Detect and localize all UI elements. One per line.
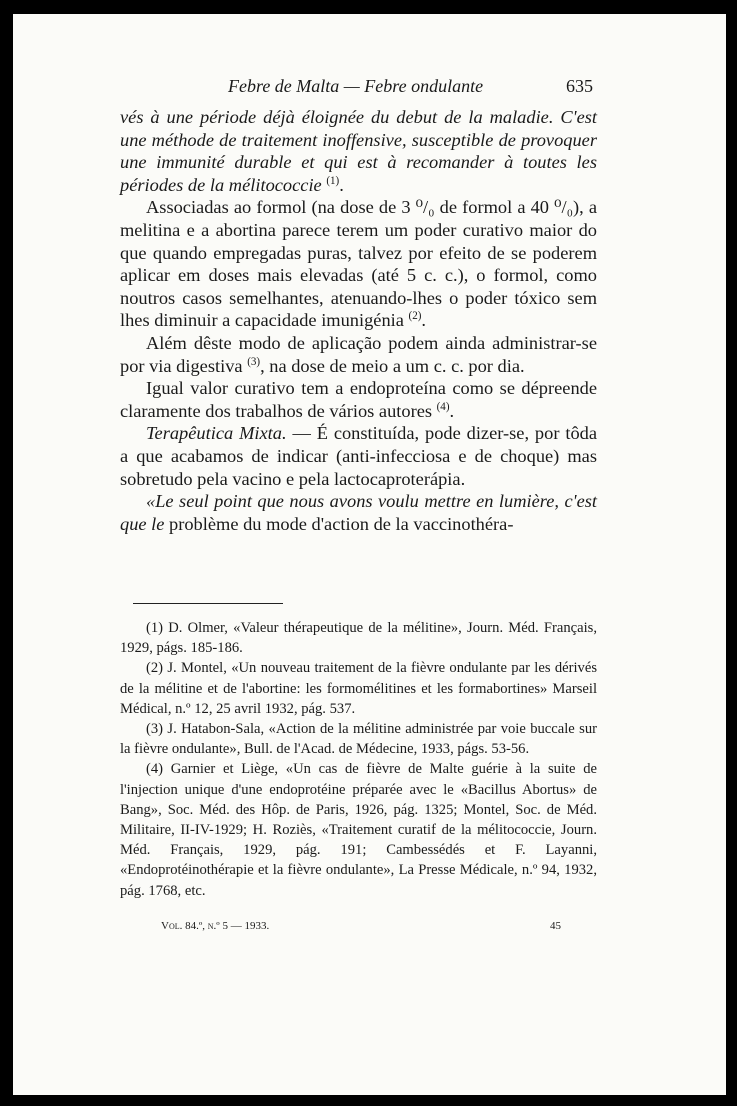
running-title: Febre de Malta — Febre ondulante <box>228 76 484 96</box>
footnote-1: (1) D. Olmer, «Valeur thérapeutique de la mélitine», Journ. Méd. Français, 1929, págs. 185-186. <box>120 620 597 657</box>
footnotes <box>120 618 597 901</box>
running-header <box>13 76 726 100</box>
paragraph-1: vés à une période déjà éloignée du debut de la maladie. C'est une méthode de traitement inoffensive, susceptible de provoquer une immunité durable et qui est à recomander à toutes les périodes de la mélitococcie $^{(1)}$. <box>120 107 597 195</box>
paragraph-6 <box>120 490 597 535</box>
volume-line: Vol. 84.º, n.º 5 — 1933. <box>161 920 270 932</box>
page <box>13 14 726 1095</box>
paragraph-4-text: Igual valor curativo tem a endoproteína como se dépreende claramente dos trabalhos de vários autores <box>120 378 597 421</box>
paragraph-2: Associadas ao formol (na dose de 3 ⁰/₀ de formol a 40 ⁰/₀), a melitina e a abortina parece terem um poder curativo maior do que quando empregadas puras, talvez por efeito de se poderem aplicar em doses mais elevadas (até 5 c. c.), o formol, como noutros casos semelhantes, atenuando-lhes o poder tóxico sem lhes diminuir a capacidade imunigénia $^{(2)}$. <box>120 197 597 331</box>
footnote-2: (2) J. Montel, «Un nouveau traitement de la fièvre ondulante par les dérivés de la mélitine et de l'abortine: les formomélitines et les formabortines» Marseil Médical, n.º 12, 25 avril 1932, pág. 537. <box>120 660 597 717</box>
footnote-ref-3: (3) <box>247 355 261 368</box>
paragraph-3-text-a: Além dêste modo de aplicação podem ainda administrar-se por via digestiva <box>120 332 597 376</box>
footnote-4: (4) Garnier et Liège, «Un cas de fièvre de Malte guérie à la suite de l'injection unique d'une endoprotéine préparée avec le «Bacillus Abortus» de Bang», Soc. Méd. des Hôp. de Paris, 1926, pág. 1325; Montel, Soc. de Méd. Militaire, II-IV-1929; H. Roziès, «Traitement curatif de la mélitococcie, Journ. Méd. Français, 1929, pág. 191; Cambessédés et F. Layanni, «Endoprotéinothérapie et la fièvre ondulante», La Presse Médicale, n.º 94, 1932, pág. 1768, etc. <box>120 761 597 899</box>
footnote-3: (3) J. Hatabon-Sala, «Action de la mélitine administrée par voie buccale sur la fièvre ondulante», Bull. de l'Acad. de Médecine, 1933, págs. 53-56. <box>120 721 597 758</box>
section-title-terapeutica-mixta: Terapêutica Mixta. <box>146 423 287 444</box>
paragraph-6-roman: problème du mode d'action de la vaccinothéra- <box>164 513 514 534</box>
paragraph-3 <box>120 332 597 377</box>
paragraph-4: Igual valor curativo tem a endoproteína como se dépreende claramente dos trabalhos de vários autores $^{(4)}$. <box>120 378 597 421</box>
footnote-ref-2: (2) <box>408 310 422 323</box>
paragraph-5 <box>120 422 597 490</box>
main-text <box>120 106 597 535</box>
paragraph-1-text: vés à une période déjà éloignée du debut de la maladie. C'est une méthode de traitement inoffensive, susceptible de provoquer une immunité durable et qui est à recomander à toutes les périodes de la mélitococcie <box>120 107 597 195</box>
footnote-ref-1: (1) <box>326 174 340 187</box>
footnote-ref-4: (4) <box>436 400 450 413</box>
footnote-divider <box>133 603 283 604</box>
paragraph-2-text: Associadas ao formol (na dose de 3 ⁰/₀ de formol a 40 ⁰/₀), a melitina e a abortina parece terem um poder curativo maior do que quando empregadas puras, talvez por efeito de se poderem aplicar em doses mais elevadas (até 5 c. c.), o formol, como noutros casos semelhantes, atenuando-lhes o poder tóxico sem lhes diminuir a capacidade imunigénia <box>120 197 597 331</box>
paragraph-5-text: — É constituída, pode dizer-se, por tôda a que acabamos de indicar (anti-infecciosa e de choque) mas sobretudo pela vacino e pela lactocaproterápia. <box>120 423 597 489</box>
paragraph-3-text-b: , na dose de meio a um c. c. por dia. <box>260 355 525 376</box>
page-footer <box>13 920 726 940</box>
signature-mark: 45 <box>550 920 561 932</box>
page-number: 635 <box>566 76 593 96</box>
paragraph-6-italic: «Le seul point que nous avons voulu mettre en lumière, c'est que le <box>120 491 597 534</box>
